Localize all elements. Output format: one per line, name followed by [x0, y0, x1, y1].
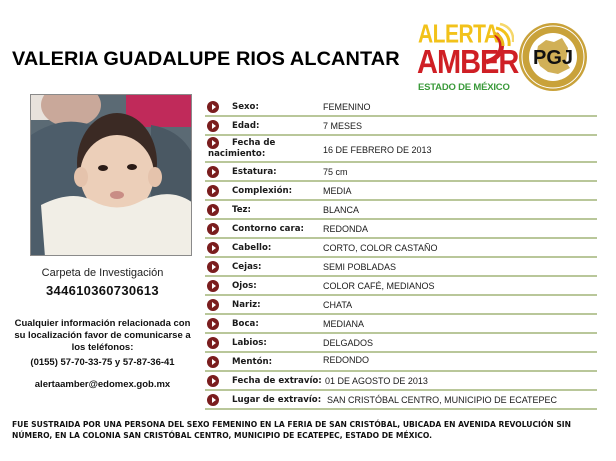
- detail-label: Edad:: [232, 121, 260, 131]
- play-bullet-icon: [207, 337, 219, 349]
- detail-label: Sexo:: [232, 102, 259, 112]
- detail-value: COLOR CAFÉ, MEDIANOS: [323, 281, 435, 291]
- detail-row-edad: [205, 117, 597, 136]
- play-bullet-icon: [207, 166, 219, 178]
- play-bullet-icon: [207, 185, 219, 197]
- detail-row-complexion: [205, 182, 597, 201]
- detail-value: REDONDO: [323, 355, 370, 365]
- play-bullet-icon: [207, 356, 219, 368]
- detail-value: FEMENINO: [323, 102, 371, 112]
- detail-row-tez: [205, 201, 597, 220]
- detail-row-cabello: [205, 239, 597, 258]
- amber-signal-icon: [482, 22, 514, 66]
- detail-label: Ojos:: [232, 281, 257, 291]
- detail-value: 75 cm: [323, 167, 348, 177]
- detail-row-nariz: [205, 296, 597, 315]
- detail-label: Boca:: [232, 319, 259, 329]
- play-bullet-icon: [207, 223, 219, 235]
- child-photo: [30, 94, 192, 256]
- play-bullet-icon: [207, 318, 219, 330]
- svg-text:PGJ: PGJ: [532, 47, 574, 69]
- detail-value: 16 DE FEBRERO DE 2013: [323, 145, 432, 155]
- detail-value: MEDIANA: [323, 319, 365, 329]
- missing-person-name: VALERIA GUADALUPE RIOS ALCANTAR: [12, 48, 400, 70]
- detail-value: 7 MESES: [323, 121, 363, 131]
- detail-row-fecha-extravio: [205, 372, 597, 391]
- detail-value: 01 DE AGOSTO DE 2013: [325, 376, 428, 386]
- detail-value: MEDIA: [323, 186, 352, 196]
- play-bullet-icon: [207, 101, 219, 113]
- detail-row-cejas: [205, 258, 597, 277]
- detail-row-menton: [205, 353, 597, 372]
- logo-amber-text: AMBER: [417, 44, 519, 81]
- contact-instructions: Cualquier información relacionada con su localización favor de comunicarse a los teléfonos:: [14, 318, 191, 353]
- detail-label: Fecha de nacimiento:: [208, 138, 276, 159]
- contact-email: alertaamber@edomex.gob.mx: [34, 379, 171, 390]
- detail-label: Contorno cara:: [232, 224, 304, 234]
- detail-row-fecha-nacimiento: [205, 136, 597, 163]
- detail-row-labios: [205, 334, 597, 353]
- play-bullet-icon: [207, 375, 219, 387]
- detail-value: SAN CRISTÓBAL CENTRO, MUNICIPIO DE ECATEPEC: [327, 395, 558, 405]
- play-bullet-icon: [207, 242, 219, 254]
- play-bullet-icon: [207, 299, 219, 311]
- detail-row-lugar-extravio: [205, 391, 597, 410]
- detail-value: SEMI POBLADAS: [323, 262, 397, 272]
- detail-row-sexo: [205, 98, 597, 117]
- detail-value: CHATA: [323, 300, 353, 310]
- play-bullet-icon: [207, 394, 219, 406]
- play-bullet-icon: [207, 280, 219, 292]
- detail-label: Tez:: [232, 205, 251, 215]
- carpeta-number: 344610360730613: [46, 283, 159, 298]
- detail-value: DELGADOS: [323, 338, 374, 348]
- pgj-seal-logo: [518, 22, 588, 92]
- play-bullet-icon: [207, 261, 219, 273]
- detail-row-contorno-cara: [205, 220, 597, 239]
- play-bullet-icon: [207, 120, 219, 132]
- detail-label: Estatura:: [232, 167, 277, 177]
- detail-value: BLANCA: [323, 205, 360, 215]
- detail-label: Lugar de extravío:: [232, 395, 322, 405]
- detail-row-ojos: [205, 277, 597, 296]
- detail-label: Labios:: [232, 338, 267, 348]
- alerta-amber-logo: [416, 20, 519, 93]
- details-table: [205, 98, 597, 410]
- play-bullet-icon: [207, 204, 219, 216]
- logo-estado-text: ESTADO DE MÉXICO: [418, 82, 510, 93]
- contact-phones: (0155) 57-70-33-75 y 57-87-36-41: [30, 357, 175, 368]
- detail-row-estatura: [205, 163, 597, 182]
- carpeta-label: Carpeta de Investigación: [41, 267, 164, 279]
- detail-label: Cabello:: [232, 243, 272, 253]
- detail-label: Mentón:: [232, 357, 273, 367]
- detail-label: Fecha de extravío:: [232, 376, 322, 386]
- detail-value: REDONDA: [323, 224, 369, 234]
- detail-label: Nariz:: [232, 300, 261, 310]
- incident-description: FUE SUSTRAIDA POR UNA PERSONA DEL SEXO FEMENINO EN LA FERIA DE SAN CRISTÓBAL, UBICADA EN AVENIDA REVOLUCIÓN SIN NÚMERO, EN LA COLONIA SAN CRISTÓBAL CENTRO, MUNICIPIO DE ECATEPEC, ESTADO DE MÉXICO.: [12, 420, 571, 440]
- detail-value: CORTO, COLOR CASTAÑO: [323, 243, 438, 253]
- detail-label: Complexión:: [232, 186, 293, 196]
- detail-row-boca: [205, 315, 597, 334]
- detail-label: Cejas:: [232, 262, 262, 272]
- logo-alerta-text: ALERTA: [418, 20, 499, 49]
